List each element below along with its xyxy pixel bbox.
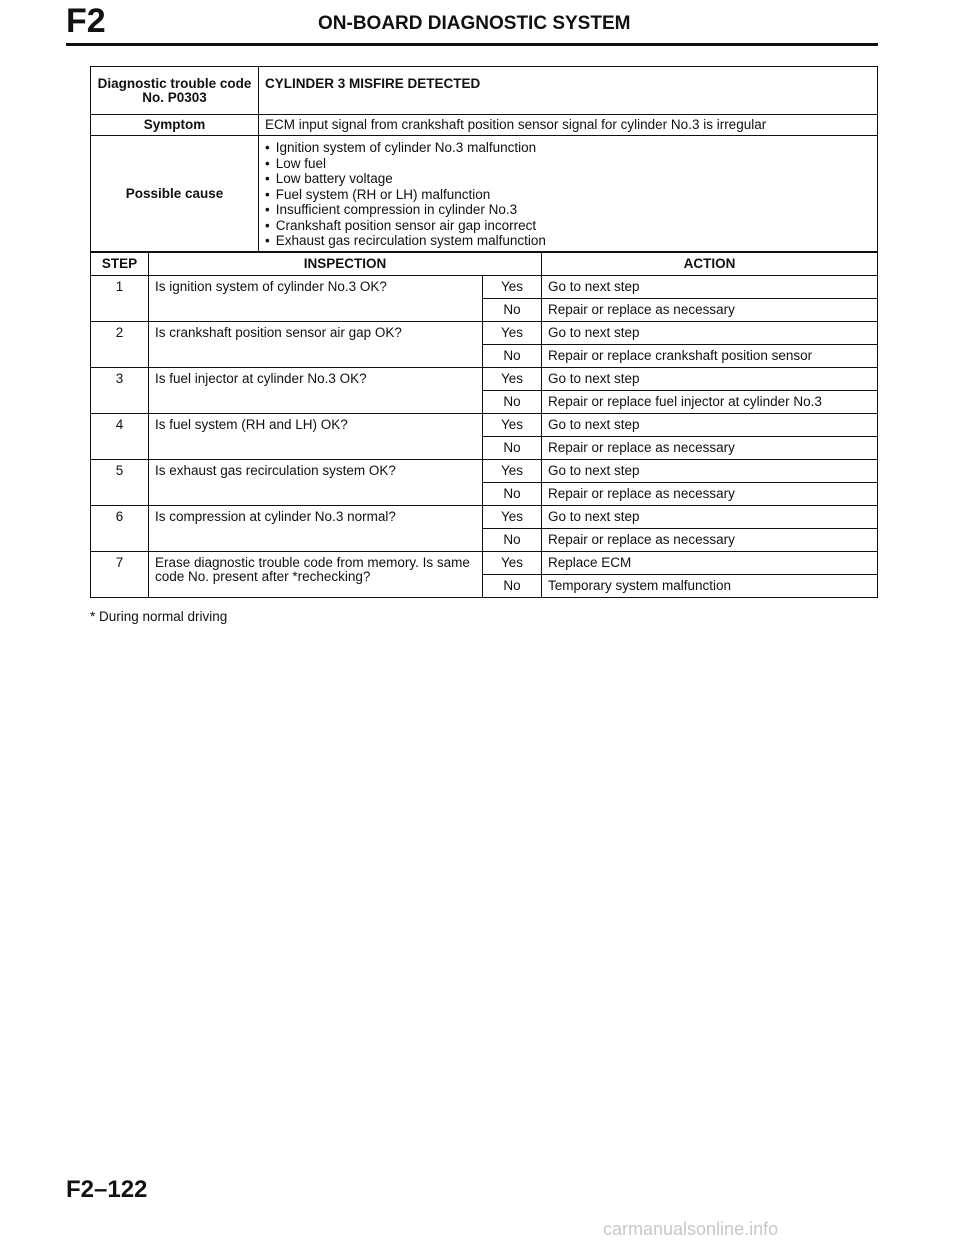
answer-yes: Yes xyxy=(483,552,542,575)
step-row-yes xyxy=(91,276,878,299)
action-no: Repair or replace fuel injector at cylinder No.3 xyxy=(542,391,878,414)
section-code: F2 xyxy=(66,2,106,40)
action-yes: Replace ECM xyxy=(542,552,878,575)
cause-item: • Fuel system (RH or LH) malfunction xyxy=(265,187,871,203)
cause-item: • Insufficient compression in cylinder No.3 xyxy=(265,202,871,218)
dtc-row xyxy=(91,67,878,115)
inspection-text: Is compression at cylinder No.3 normal? xyxy=(149,506,483,552)
inspection-text: Is fuel injector at cylinder No.3 OK? xyxy=(149,368,483,414)
watermark-link[interactable]: carmanualsonline.info xyxy=(603,1219,779,1239)
possible-cause-row xyxy=(91,136,878,252)
action-yes: Go to next step xyxy=(542,322,878,345)
answer-yes: Yes xyxy=(483,460,542,483)
answer-yes: Yes xyxy=(483,414,542,437)
inspection-text: Is ignition system of cylinder No.3 OK? xyxy=(149,276,483,322)
answer-yes: Yes xyxy=(483,322,542,345)
dtc-label: Diagnostic trouble code No. P0303 xyxy=(91,67,259,115)
inspection-text: Is fuel system (RH and LH) OK? xyxy=(149,414,483,460)
step-row-yes xyxy=(91,552,878,575)
action-no: Repair or replace as necessary xyxy=(542,299,878,322)
answer-no: No xyxy=(483,391,542,414)
step-row-yes xyxy=(91,414,878,437)
cause-item: • Crankshaft position sensor air gap incorrect xyxy=(265,218,871,234)
action-no: Repair or replace as necessary xyxy=(542,483,878,506)
dtc-title: CYLINDER 3 MISFIRE DETECTED xyxy=(259,67,878,115)
inspection-text: Is exhaust gas recirculation system OK? xyxy=(149,460,483,506)
header-rule xyxy=(66,43,878,46)
step-number: 3 xyxy=(91,368,149,414)
possible-cause-list xyxy=(265,140,871,249)
action-no: Repair or replace as necessary xyxy=(542,437,878,460)
step-number: 1 xyxy=(91,276,149,322)
header-action: ACTION xyxy=(542,253,878,276)
page-number: F2–122 xyxy=(66,1176,148,1203)
action-yes: Go to next step xyxy=(542,506,878,529)
possible-cause-label: Possible cause xyxy=(91,136,259,252)
symptom-label: Symptom xyxy=(91,115,259,136)
step-number: 2 xyxy=(91,322,149,368)
step-number: 4 xyxy=(91,414,149,460)
step-row-yes xyxy=(91,506,878,529)
action-yes: Go to next step xyxy=(542,414,878,437)
step-number: 5 xyxy=(91,460,149,506)
header-step: STEP xyxy=(91,253,149,276)
answer-no: No xyxy=(483,299,542,322)
inspection-text: Is crankshaft position sensor air gap OK? xyxy=(149,322,483,368)
answer-no: No xyxy=(483,529,542,552)
header-inspection: INSPECTION xyxy=(149,253,542,276)
action-yes: Go to next step xyxy=(542,460,878,483)
cause-item: • Ignition system of cylinder No.3 malfunction xyxy=(265,140,871,156)
answer-yes: Yes xyxy=(483,368,542,391)
answer-no: No xyxy=(483,437,542,460)
dtc-info-table xyxy=(90,66,878,252)
cause-item: • Exhaust gas recirculation system malfunction xyxy=(265,233,871,249)
cause-item: • Low battery voltage xyxy=(265,171,871,187)
possible-cause-cell xyxy=(259,136,878,252)
answer-no: No xyxy=(483,483,542,506)
action-no: Repair or replace crankshaft position sensor xyxy=(542,345,878,368)
step-number: 7 xyxy=(91,552,149,598)
inspection-text: Erase diagnostic trouble code from memory. Is same code No. present after *rechecking? xyxy=(149,552,483,598)
answer-yes: Yes xyxy=(483,506,542,529)
step-number: 6 xyxy=(91,506,149,552)
cause-item: • Low fuel xyxy=(265,156,871,172)
answer-yes: Yes xyxy=(483,276,542,299)
step-row-yes xyxy=(91,368,878,391)
action-no: Repair or replace as necessary xyxy=(542,529,878,552)
inspection-header-row xyxy=(91,253,878,276)
symptom-text: ECM input signal from crankshaft position sensor signal for cylinder No.3 is irregular xyxy=(259,115,878,136)
page-title: ON-BOARD DIAGNOSTIC SYSTEM xyxy=(318,13,631,34)
inspection-table xyxy=(90,252,878,598)
symptom-row xyxy=(91,115,878,136)
step-row-yes xyxy=(91,322,878,345)
action-no: Temporary system malfunction xyxy=(542,575,878,598)
action-yes: Go to next step xyxy=(542,368,878,391)
step-row-yes xyxy=(91,460,878,483)
action-yes: Go to next step xyxy=(542,276,878,299)
footnote: * During normal driving xyxy=(90,609,228,624)
answer-no: No xyxy=(483,345,542,368)
answer-no: No xyxy=(483,575,542,598)
